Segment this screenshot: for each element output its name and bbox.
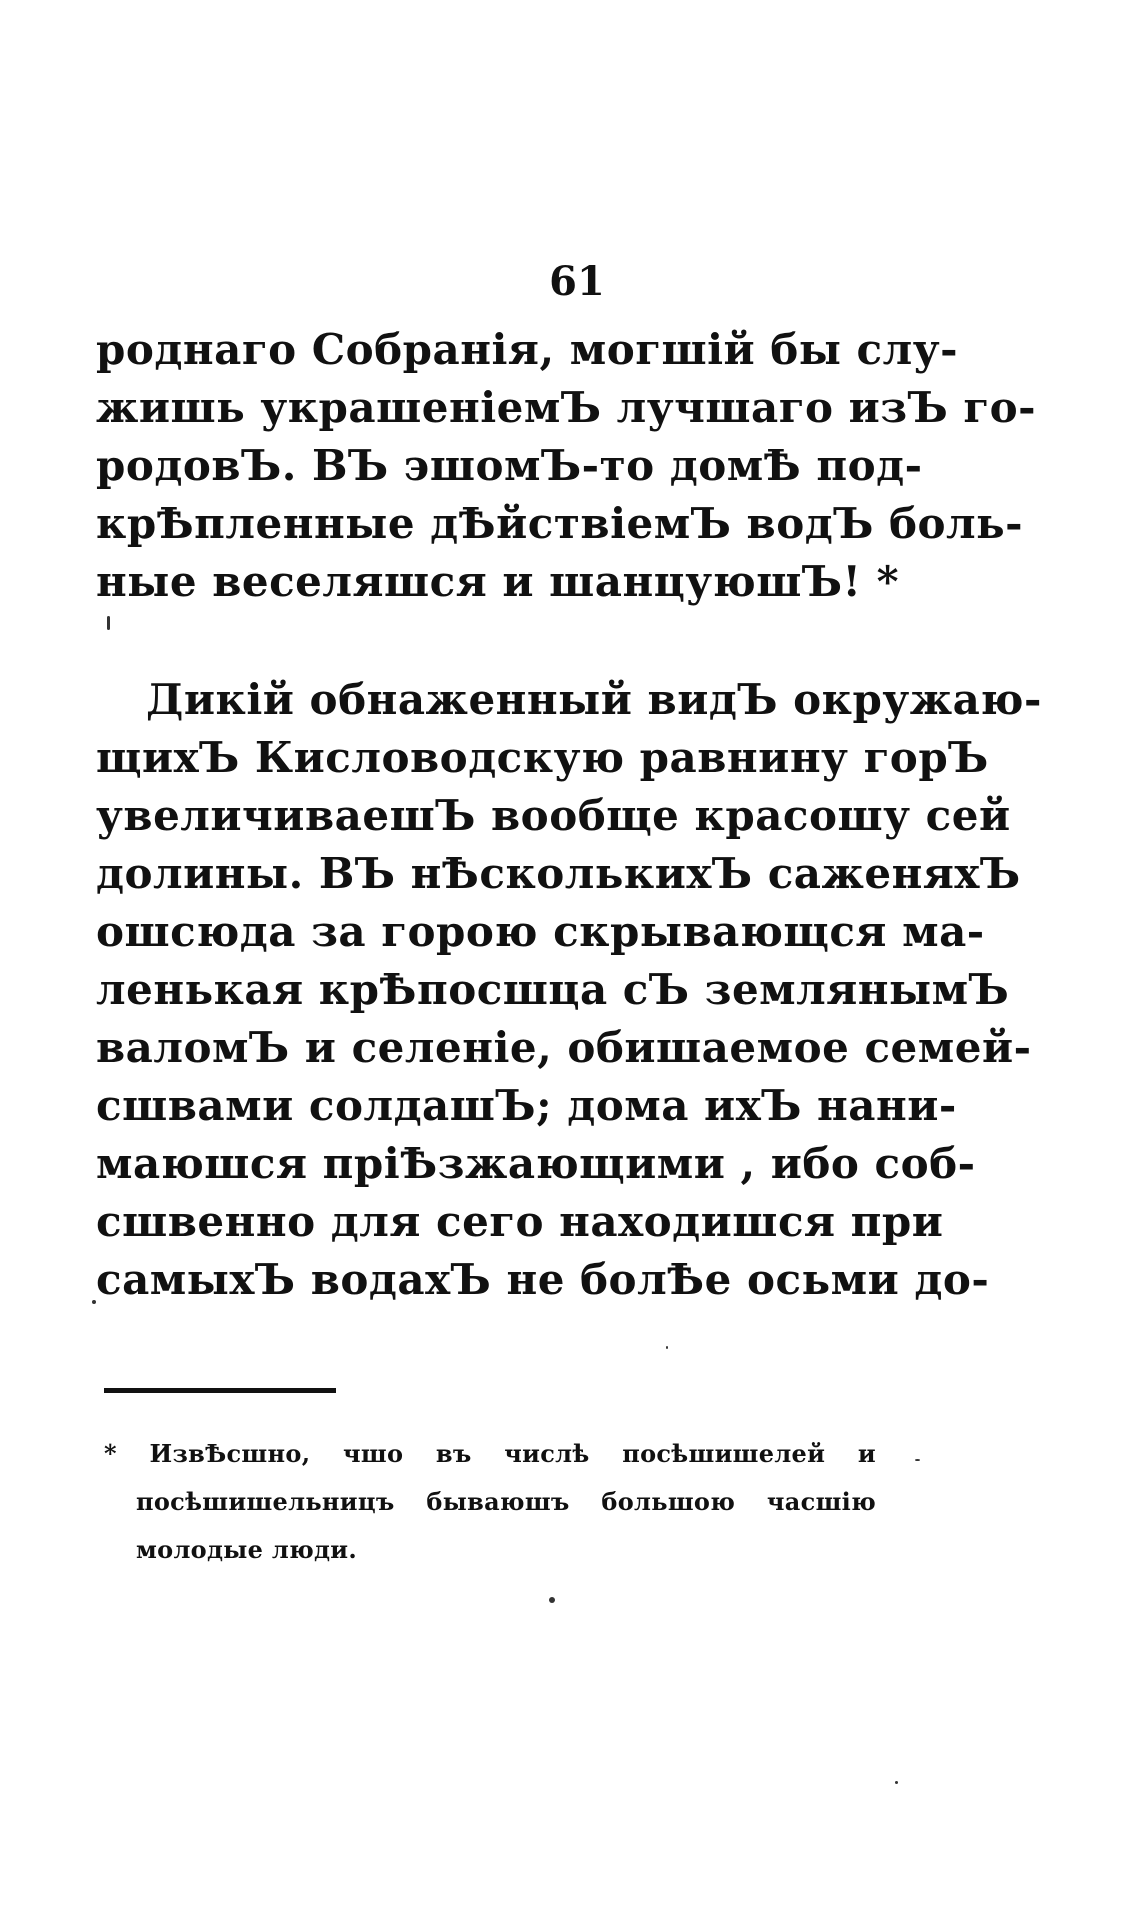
scan-speck: [666, 1346, 668, 1349]
text-line: Дикій обнаженный видЪ окружаю-: [146, 675, 1042, 724]
text-line: валомЪ и селеніе, обишаемое семей-: [96, 1023, 1032, 1072]
text-line: ошсюда за горою скрывающся ма-: [96, 907, 985, 956]
footnote-line: * ИзвѢсшно, чшо въ числѣ посѣшишелей и: [104, 1439, 876, 1468]
text-line: родовЪ. ВЪ эшомЪ-то домѢ под-: [96, 441, 923, 490]
text-line: жишь украшеніемЪ лучшаго изЪ го-: [96, 383, 1037, 432]
scan-speck: [895, 1781, 898, 1784]
scan-speck: [549, 1597, 555, 1603]
text-line: ленькая крѢпосшца сЪ землянымЪ: [96, 965, 1010, 1014]
text-line: самыхЪ водахЪ не болѢе осьми до-: [96, 1255, 990, 1304]
scan-speck: [107, 616, 110, 630]
text-line: увеличиваешЪ вообще красошу сей: [96, 791, 1011, 840]
text-line: долины. ВЪ нѢсколькихЪ саженяхЪ: [96, 849, 1021, 898]
scan-speck: [915, 1459, 920, 1461]
text-line: роднаго Собранія, могшій бы слу-: [96, 325, 959, 374]
scan-speck: [92, 1300, 96, 1304]
footnote-divider: [104, 1388, 336, 1393]
text-line: крѢпленные дѢйствіемЪ водЪ боль-: [96, 499, 1024, 548]
text-line: сшвами солдашЪ; дома ихЪ нани-: [96, 1081, 957, 1130]
text-line: щихЪ Кисловодскую равнину горЪ: [96, 733, 989, 782]
text-line: сшвенно для сего находишся при: [96, 1197, 944, 1246]
footnote-line: посѣшишельницъ бываюшъ большою часшію: [136, 1487, 876, 1516]
text-line: ные веселяшся и шанцуюшЪ! *: [96, 557, 900, 606]
text-line: маюшся пріѢзжающими , ибо соб-: [96, 1139, 976, 1188]
footnote-line: молодые люди.: [136, 1535, 358, 1564]
page-number: 61: [549, 258, 605, 305]
